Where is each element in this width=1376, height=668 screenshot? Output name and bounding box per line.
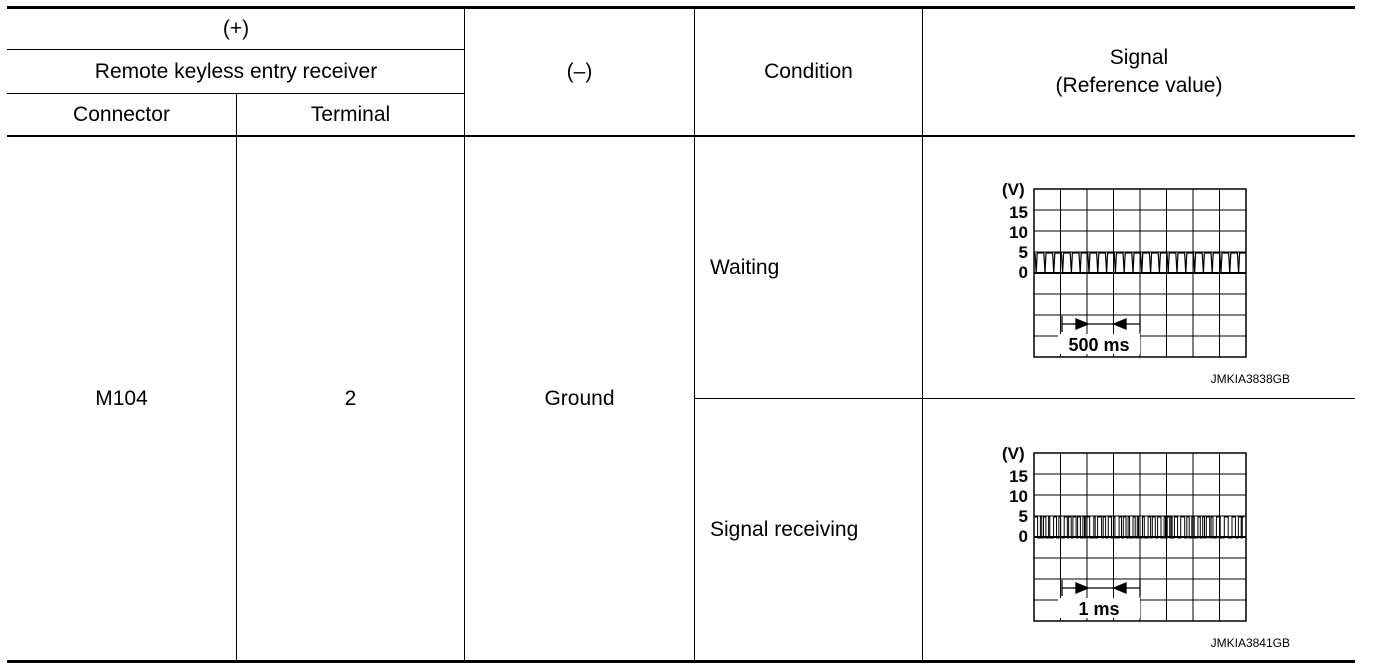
scope-tick-0: 0 — [1018, 527, 1028, 546]
waveform-waiting — [1000, 178, 1300, 388]
scope-time-marker — [1062, 580, 1140, 596]
scope-tick-10: 10 — [1009, 223, 1028, 242]
header-signal-line1: Signal — [1109, 46, 1169, 69]
scope-tick-15: 15 — [1009, 203, 1028, 222]
waveform-signal-receiving — [1000, 442, 1300, 652]
scope-tick-5: 5 — [1018, 243, 1028, 262]
scope-tick-10: 10 — [1009, 487, 1028, 506]
table-bottom-border — [7, 660, 1355, 663]
header-connector: Connector — [73, 102, 170, 126]
terminal-value: 2 — [344, 386, 357, 410]
header-terminal: Terminal — [310, 102, 391, 126]
header-plus: (+) — [222, 17, 250, 40]
scope-unit: (V) — [1002, 180, 1025, 199]
scope-tick-5: 5 — [1018, 507, 1028, 526]
connector-value: M104 — [95, 386, 148, 410]
scope-time-label: 1 ms — [1078, 599, 1120, 619]
header-signal-line2: (Reference value) — [1055, 74, 1223, 97]
header-condition: Condition — [764, 60, 853, 83]
scope-time-marker — [1062, 316, 1140, 332]
condition-waiting: Waiting — [710, 255, 780, 279]
scope-trace — [1035, 253, 1246, 273]
header-receiver: Remote keyless entry receiver — [94, 59, 378, 83]
condition-signal-receiving: Signal receiving — [710, 517, 859, 541]
figure-id: JMKIA3841GB — [1210, 636, 1290, 650]
scope-tick-15: 15 — [1009, 467, 1028, 486]
minus-value: Ground — [544, 386, 615, 410]
scope-time-label: 500 ms — [1068, 335, 1130, 355]
header-signal — [923, 9, 1355, 135]
header-minus: (–) — [566, 60, 593, 83]
figure-id: JMKIA3838GB — [1210, 372, 1290, 386]
scope-unit: (V) — [1002, 444, 1025, 463]
scope-tick-0: 0 — [1018, 263, 1028, 282]
